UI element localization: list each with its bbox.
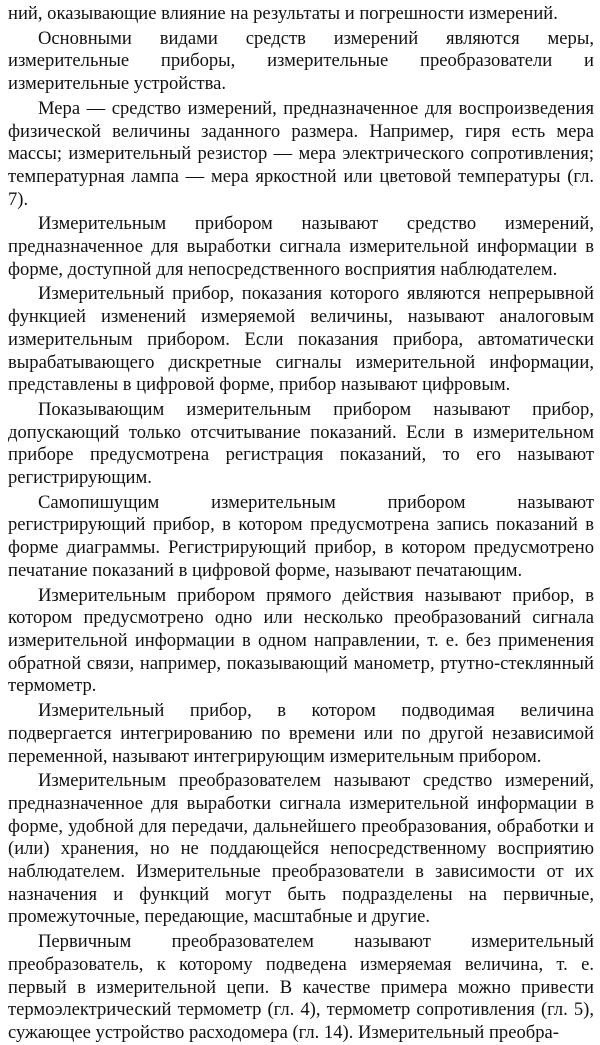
- paragraph-recording-instrument: Самопишущим измерительным прибором называют регистрирующий прибор, в котором предусмотрена запись показаний в форме диаграммы. Регистрирующий прибор, в котором предусмотрено печатание показаний в цифровой форме, называют печатающим.: [8, 491, 594, 581]
- paragraph-transducer: Измерительным преобразователем называют средство измерений, предназначенное для выработки сигнала измерительной информации в форме, удобной для передачи, дальнейшего преобразования, обработки и (или) хранения, но не поддающейся непосредственному восприятию наблюдателем. Измерительные преобразователи в зависимости от их назначения и функций могут быть подразделены на первичные, промежуточные, передающие, масштабные и другие.: [8, 770, 594, 928]
- paragraph-indicating-instrument: Показывающим измерительным прибором называют прибор, допускающий только отсчитывание показаний. Если в измерительном приборе предусмотрена регистрация показаний, то его называют регистрирующим.: [8, 398, 594, 489]
- paragraph-measurement-means: Основными видами средств измерений являются меры, измерительные приборы, измерительные преобразователи и измерительные устройства.: [8, 27, 594, 95]
- paragraph-measure-definition: Мера — средство измерений, предназначенное для воспроизведения физической величины заданного размера. Например, гиря есть мера массы; измерительный резистор — мера электрического сопротивления; температурная лампа — мера яркостной или цветовой температуры (гл. 7).: [8, 97, 594, 210]
- paragraph-measuring-instrument: Измерительным прибором называют средство измерений, предназначенное для выработки сигнала измерительной информации в форме, доступной для непосредственного восприятия наблюдателем.: [8, 213, 594, 280]
- paragraph-direct-action: Измерительным прибором прямого действия называют прибор, в котором предусмотрено одно или несколько преобразований сигнала измерительной информации в одном направлении, т. е. без применения обратной связи, например, показывающий манометр, ртутно-стеклянный термометр.: [8, 584, 594, 697]
- paragraph-integrating-instrument: Измерительный прибор, в котором подводимая величина подвергается интегрированию по времени или по другой независимой переменной, называют интегрирующим измерительным прибором.: [8, 700, 594, 767]
- paragraph-continuation: ний, оказывающие влияние на результаты и погрешности измерений.: [8, 3, 558, 24]
- paragraph-primary-transducer: Первичным преобразователем называют измерительный преобразователь, к которому подведена измеряемая величина, т. е. первый в измерительной цепи. В качестве примера можно привести термоэлектрический термометр (гл. 4), термометр сопротивления (гл. 5), сужающее устройство расходомера (гл. 14). Измерительный преобра-: [8, 931, 594, 1043]
- paragraph-analog-digital: Измерительный прибор, показания которого являются непрерывной функцией изменений измеряемой величины, называют аналоговым измерительным прибором. Если показания прибора, автоматически вырабатывающего дискретные сигналы измерительной информации, представлены в цифровой форме, прибор называют цифровым.: [8, 283, 594, 396]
